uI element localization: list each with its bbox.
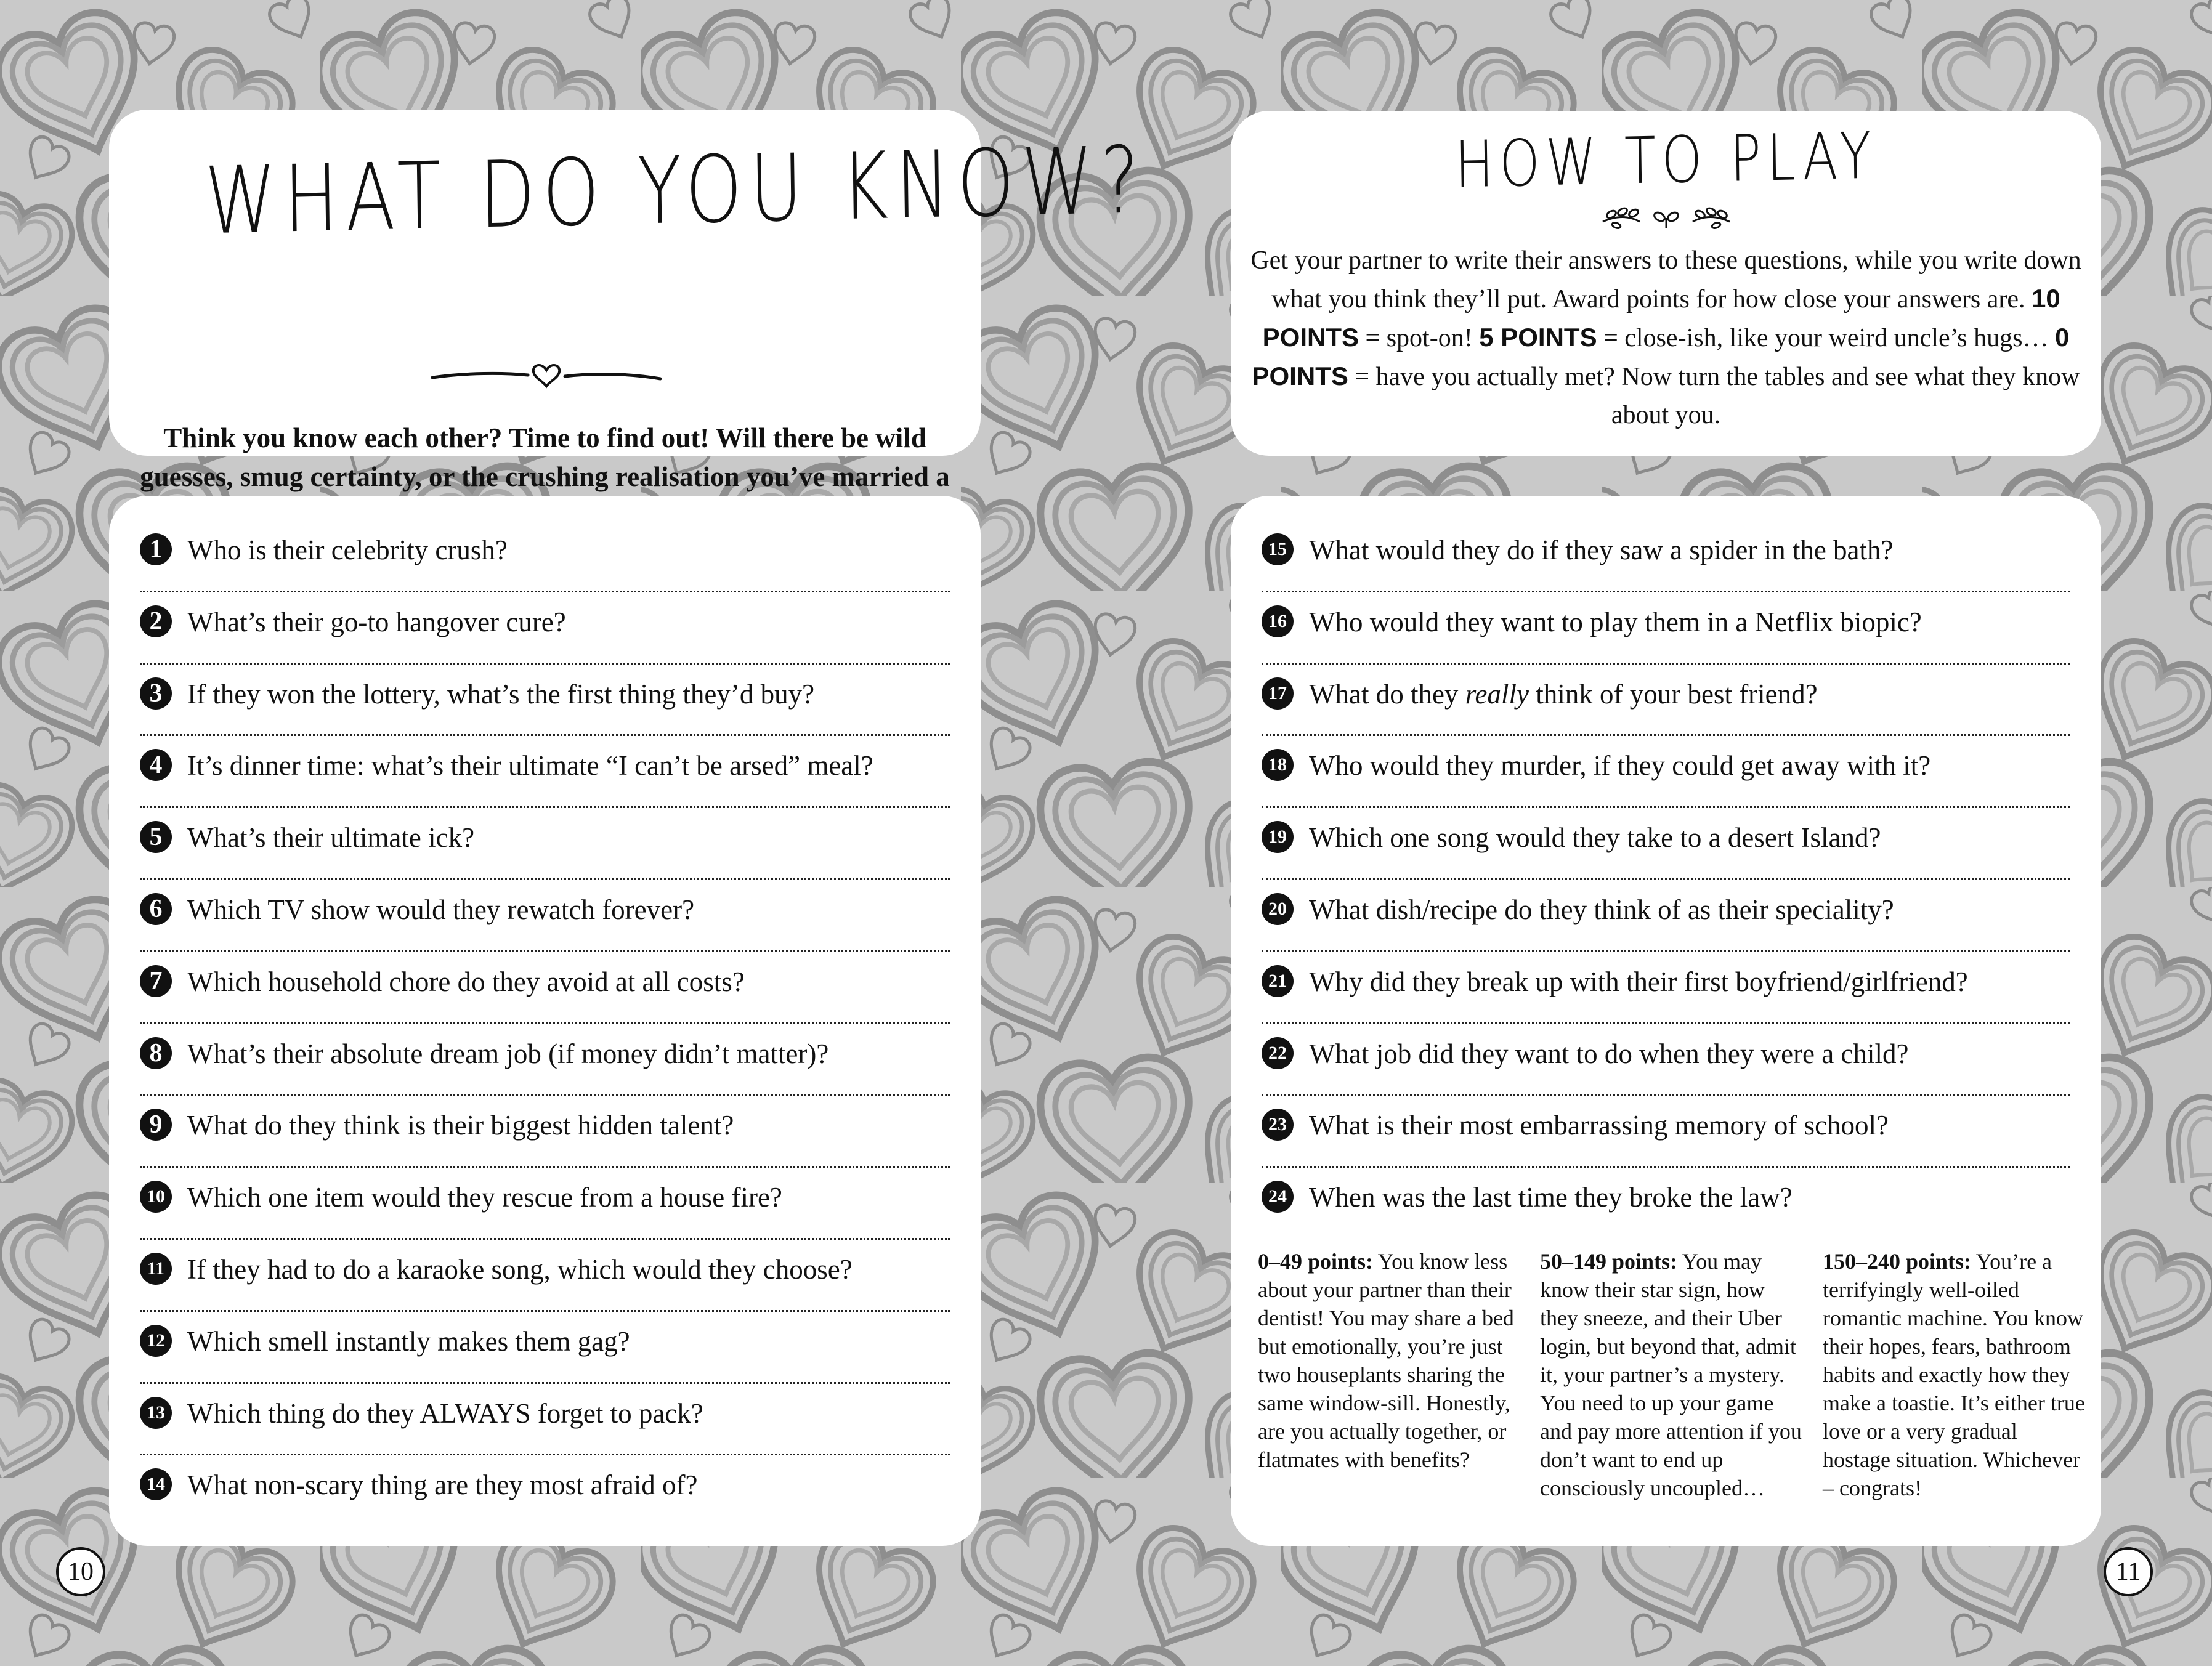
question-row xyxy=(1262,808,2070,880)
question-number-badge: 23 xyxy=(1262,1109,1294,1141)
question-number-badge: 2 xyxy=(140,605,172,637)
ten-points-label: 10 POINTS xyxy=(1262,284,2060,352)
zero-points-label: 0 POINTS xyxy=(1252,323,2070,390)
question-row xyxy=(1262,665,2070,737)
question-text: Which one item would they rescue from a house fire? xyxy=(187,1182,782,1213)
how-to-play-title: HOW TO PLAY xyxy=(1454,118,1878,203)
howto-text-4: = have you actually met? Now turn the tables and see what they know about you. xyxy=(1348,363,2080,429)
question-row xyxy=(140,1384,950,1456)
question-number-badge: 3 xyxy=(140,677,172,710)
question-number-badge: 17 xyxy=(1262,677,1294,710)
question-row xyxy=(1262,736,2070,808)
question-number-badge: 14 xyxy=(140,1468,172,1500)
question-row xyxy=(140,880,950,952)
question-row xyxy=(140,1024,950,1096)
question-number-badge: 5 xyxy=(140,821,172,853)
question-number-badge: 1 xyxy=(140,533,172,565)
question-text: It’s dinner time: what’s their ultimate “I can’t be arsed” meal? xyxy=(187,750,873,782)
score-results xyxy=(1258,1247,2083,1531)
question-row xyxy=(140,736,950,808)
question-number-badge: 19 xyxy=(1262,821,1294,853)
score-band-mid xyxy=(1540,1247,1805,1502)
question-text-emphasis: really xyxy=(1465,678,1529,710)
question-row xyxy=(1262,1024,2070,1096)
question-number-badge: 12 xyxy=(140,1325,172,1357)
question-row xyxy=(140,1096,950,1168)
page-number-left: 10 xyxy=(56,1547,105,1596)
question-text: What is their most embarrassing memory of school? xyxy=(1309,1110,1889,1141)
intro-card xyxy=(109,110,1148,492)
question-number-badge: 11 xyxy=(140,1253,172,1285)
score-description: You’re a terrifyingly well-oiled romantic machine. You know their hopes, fears, bathroom habits and exactly how they make a toastie. It’s either true love or a very gradual hostage situation. Whichever – congrats! xyxy=(1823,1249,2085,1500)
question-number-badge: 16 xyxy=(1262,605,1294,637)
question-text: Which household chore do they avoid at all costs? xyxy=(187,966,745,997)
question-row xyxy=(140,952,950,1024)
question-row xyxy=(1262,1096,2070,1168)
question-row xyxy=(140,808,950,880)
question-list-right xyxy=(1262,520,2070,1240)
question-text: Who would they want to play them in a Netflix biopic? xyxy=(1309,606,1922,637)
question-number-badge: 20 xyxy=(1262,893,1294,925)
how-to-play-paragraph xyxy=(1249,241,2083,434)
question-row xyxy=(140,1312,950,1384)
question-text xyxy=(1309,678,1818,710)
question-row xyxy=(1262,592,2070,665)
question-number-badge: 8 xyxy=(140,1037,172,1069)
score-range-label: 0–49 points: xyxy=(1258,1249,1374,1274)
question-text: What dish/recipe do they think of as their speciality? xyxy=(1309,894,1894,925)
question-text: Which TV show would they rewatch forever? xyxy=(187,894,695,925)
leaf-flourish-icon xyxy=(1598,203,1735,234)
score-description: You may know their star sign, how they sneeze, and their Uber login, but beyond that, admit it, your partner’s a mystery. You need to up your game and pay more attention if you don’t want to end up consciously uncoupled… xyxy=(1540,1249,1802,1500)
question-row xyxy=(1262,952,2070,1024)
question-row xyxy=(140,665,950,737)
question-text: Why did they break up with their first boyfriend/girlfriend? xyxy=(1309,966,1968,997)
howto-text-3: = close-ish, like your weird uncle’s hugs… xyxy=(1597,324,2055,352)
question-number-badge: 4 xyxy=(140,749,172,781)
question-text: When was the last time they broke the law? xyxy=(1309,1182,1793,1213)
score-range-label: 50–149 points: xyxy=(1540,1249,1678,1274)
question-text: What do they think is their biggest hidden talent? xyxy=(187,1110,734,1141)
how-to-play-card xyxy=(1231,111,2101,456)
question-number-badge: 9 xyxy=(140,1109,172,1141)
questions-card-right xyxy=(1231,496,2101,1546)
question-list-left xyxy=(140,520,950,1527)
question-text: Which one song would they take to a desert Island? xyxy=(1309,822,1881,854)
howto-text-1: Get your partner to write their answers to these questions, while you write down what you think they’ll put. Award points for how close your answers are. xyxy=(1250,246,2081,313)
score-band-high xyxy=(1823,1247,2088,1502)
howto-text-2: = spot-on! xyxy=(1359,324,1480,352)
question-text: What’s their absolute dream job (if money didn’t matter)? xyxy=(187,1038,829,1069)
page-number-right: 11 xyxy=(2104,1547,2153,1596)
question-text: What job did they want to do when they were a child? xyxy=(1309,1038,1909,1069)
question-text-end: think of your best friend? xyxy=(1528,678,1818,710)
question-row xyxy=(140,1240,950,1312)
five-points-label: 5 POINTS xyxy=(1479,323,1597,352)
question-number-badge: 10 xyxy=(140,1181,172,1213)
question-text: What’s their go-to hangover cure? xyxy=(187,606,566,637)
question-number-badge: 6 xyxy=(140,893,172,925)
question-number-badge: 18 xyxy=(1262,749,1294,781)
question-text: What non-scary thing are they most afraid of? xyxy=(187,1470,698,1501)
question-number-badge: 13 xyxy=(140,1397,172,1429)
question-row xyxy=(1262,880,2070,952)
question-number-badge: 24 xyxy=(1262,1181,1294,1213)
question-text: If they had to do a karaoke song, which would they choose? xyxy=(187,1253,853,1285)
question-text: Who is their celebrity crush? xyxy=(187,535,508,565)
question-text: Which thing do they ALWAYS forget to pack? xyxy=(187,1397,703,1429)
question-row xyxy=(1262,520,2070,592)
question-text: If they won the lottery, what’s the first thing they’d buy? xyxy=(187,678,815,710)
page-title: WHAT DO YOU KNOW? xyxy=(204,127,1148,256)
question-row xyxy=(1262,1168,2070,1240)
question-row xyxy=(140,520,950,592)
question-text: Which smell instantly makes them gag? xyxy=(187,1325,630,1357)
question-row xyxy=(140,1168,950,1240)
intro-paragraph: Think you know each other? Time to find out! Will there be wild guesses, smug certainty, or the crushing realisation you’ve married a xyxy=(140,423,950,492)
question-row xyxy=(140,592,950,665)
question-number-badge: 15 xyxy=(1262,533,1294,565)
question-number-badge: 7 xyxy=(140,965,172,997)
question-row xyxy=(140,1455,950,1527)
question-text-start: What do they xyxy=(1309,678,1465,710)
score-range-label: 150–240 points: xyxy=(1823,1249,1972,1274)
question-text: Who would they murder, if they could get away with it? xyxy=(1309,750,1931,782)
question-text: What would they do if they saw a spider in the bath? xyxy=(1309,535,1894,565)
heart-divider-icon xyxy=(429,359,663,390)
question-text: What’s their ultimate ick? xyxy=(187,822,475,854)
score-band-low xyxy=(1258,1247,1523,1474)
score-description: You know less about your partner than their dentist! You may share a bed but emotionally, you’re just two houseplants sharing the same window-sill. Honestly, are you actually together, or flatmates with benefits? xyxy=(1258,1249,1514,1472)
questions-card-left xyxy=(109,496,981,1546)
question-number-badge: 21 xyxy=(1262,965,1294,997)
question-number-badge: 22 xyxy=(1262,1037,1294,1069)
